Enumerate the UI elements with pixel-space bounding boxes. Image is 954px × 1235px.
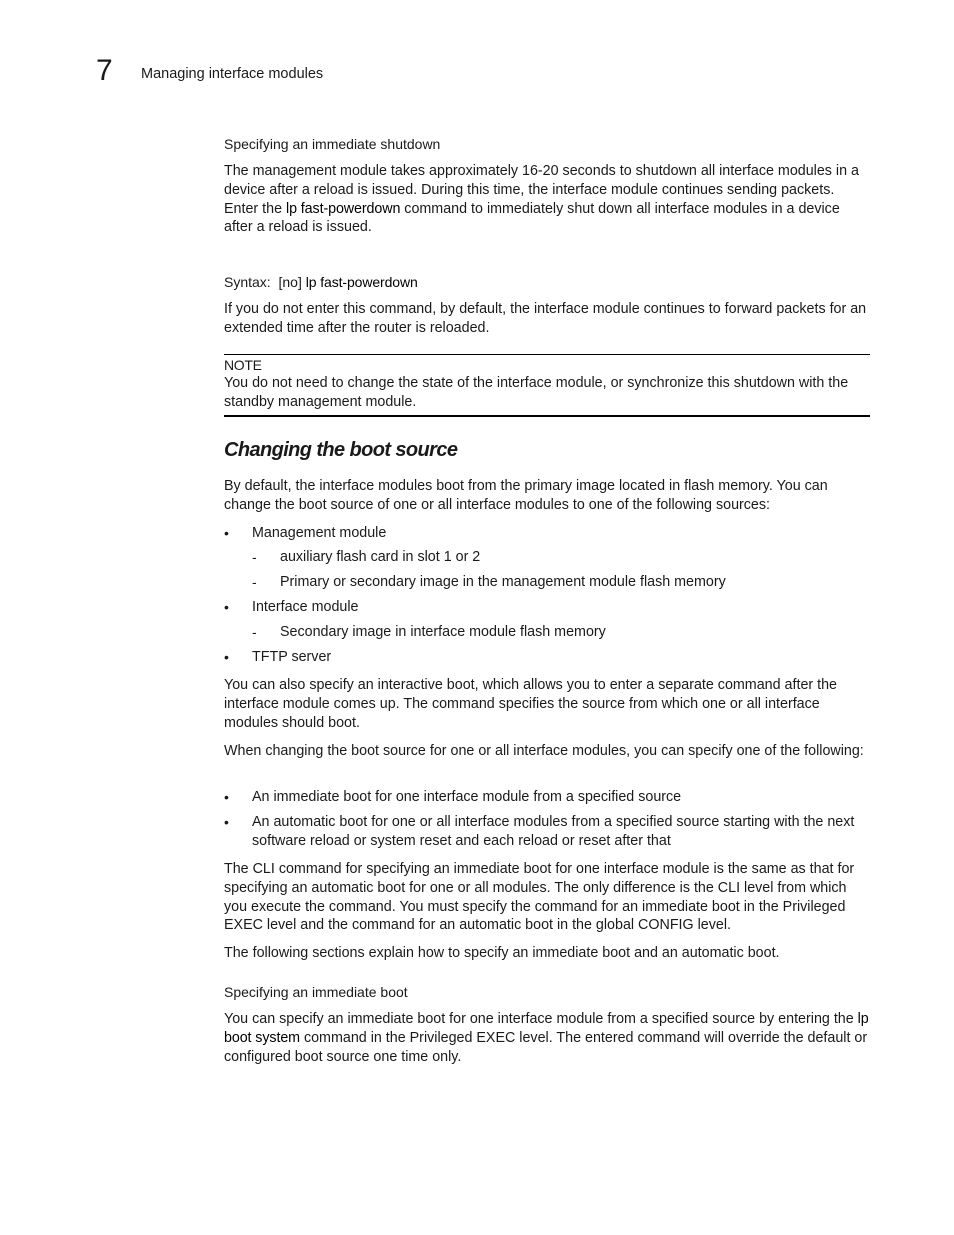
syntax-bracket-open: [: [278, 274, 283, 290]
chapter-title: Managing interface modules: [141, 66, 324, 82]
note-label: NOTE: [224, 357, 262, 373]
sub-list-item: [252, 548, 870, 567]
dash-icon: -: [252, 574, 257, 590]
syntax-label: Syntax:: [224, 274, 271, 290]
list-item-label: An immediate boot for one interface module from a specified source: [252, 789, 682, 805]
bullet-icon: •: [224, 599, 229, 615]
list-item: [224, 788, 870, 807]
bullet-icon: •: [224, 814, 229, 830]
list-item-label: Management module: [252, 525, 387, 541]
fast-powerdown-default-paragraph: If you do not enter this command, by default, the interface module continues to forward packets for an extended time after the router is reloaded.: [224, 301, 867, 336]
section-title-boot-source: Changing the boot source: [224, 439, 458, 461]
sub-list-item-label: Secondary image in interface module flash memory: [280, 624, 606, 640]
boot-source-intro: By default, the interface modules boot from the primary image located in flash memory. You can change the boot source of one or all interface modules to one of the following sources:: [224, 478, 828, 513]
syntax-command: lp fast-powerdown: [305, 274, 418, 290]
chapter-number: 7: [96, 54, 113, 87]
sub-list-item: [252, 623, 870, 642]
immediate-shutdown-paragraph: [224, 162, 870, 237]
bullet-icon: •: [224, 789, 229, 805]
command-lp-boot-system: lp boot system: [224, 1011, 869, 1046]
note-bottom-rule: [224, 415, 870, 417]
syntax-line: [224, 273, 870, 292]
syntax-bracket-close: ]: [297, 274, 302, 290]
dash-icon: -: [252, 624, 257, 640]
list-item: [224, 648, 870, 667]
sub-list-item: [252, 573, 870, 592]
list-item: [224, 813, 870, 851]
dash-icon: -: [252, 549, 257, 565]
paragraph-text: command in the Privileged EXEC level. The entered command will override the default or configured boot source one time only.: [224, 1029, 868, 1065]
list-item-label: Interface module: [252, 599, 359, 615]
sub-list-item-label: Primary or secondary image in the management module flash memory: [280, 574, 726, 590]
interactive-boot-paragraph: You can also specify an interactive boot, which allows you to enter a separate command after the interface module comes up. The command specifies the source from which one or all interface modules should boot.: [224, 677, 837, 731]
boot-options-intro: When changing the boot source for one or all interface modules, you can specify one of the following:: [224, 743, 864, 759]
list-item-label: An automatic boot for one or all interface modules from a specified source starting with the next software reload or system reset and each reload or reset after that: [252, 814, 855, 849]
note-text: You do not need to change the state of the interface module, or synchronize this shutdown with the standby management module.: [224, 375, 849, 410]
sub-list-item-label: auxiliary flash card in slot 1 or 2: [280, 549, 481, 565]
note-top-rule: [224, 354, 870, 355]
immediate-shutdown-heading: Specifying an immediate shutdown: [224, 136, 441, 152]
syntax-no: no: [282, 274, 298, 290]
paragraph-text: command to immediately shut down all interface modules in a device after a reload is issued.: [224, 200, 840, 236]
list-item: [224, 524, 870, 543]
bullet-icon: •: [224, 649, 229, 665]
paragraph-text: The management module takes approximately 16-20 seconds to shutdown all interface modules in a device after a reload is issued. During this time, the interface module continues sending packets. Enter the: [224, 163, 859, 217]
cli-level-paragraph: The CLI command for specifying an immediate boot for one interface module is the same as that for specifying an automatic boot for one or all modules. The only difference is the CLI level from which you execute the command. You must specify the command for an immediate boot in the Privileged EXEC level and the command for an automatic boot in the global CONFIG level.: [224, 861, 855, 934]
bullet-icon: •: [224, 525, 229, 541]
paragraph-text: You can specify an immediate boot for one interface module from a specified source by entering the: [224, 1011, 858, 1027]
immediate-boot-heading: Specifying an immediate boot: [224, 984, 408, 1000]
list-item-label: TFTP server: [252, 649, 332, 665]
following-sections-paragraph: The following sections explain how to specify an immediate boot and an automatic boot.: [224, 945, 780, 961]
immediate-boot-paragraph: [224, 1010, 870, 1066]
command-lp-fast-powerdown: lp fast-powerdown: [286, 200, 401, 217]
list-item: [224, 598, 870, 617]
